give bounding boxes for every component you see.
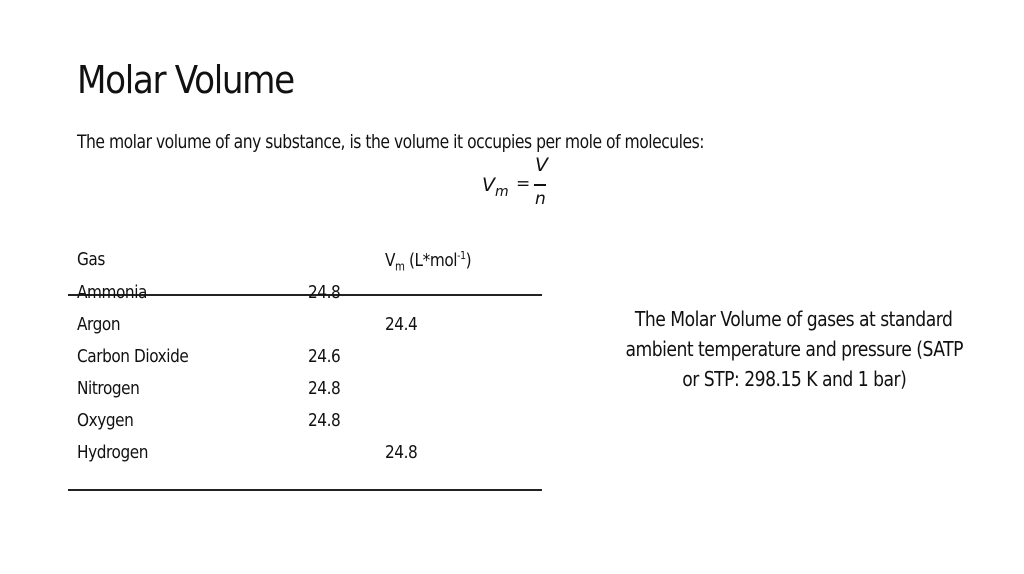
slide-title: Molar Volume [77, 58, 294, 102]
caption-line-2: ambient temperature and pressure (SATP [625, 337, 963, 361]
table-header-gas: Gas [77, 249, 105, 270]
header-vm-symbol: V [385, 250, 396, 271]
formula-equals: = [516, 174, 531, 194]
table-row-value: 24.4 [385, 314, 418, 335]
formula-denominator: n [535, 189, 546, 209]
caption-line-1: The Molar Volume of gases at standard [635, 307, 953, 331]
table-row-value: 24.8 [308, 282, 341, 303]
table-row-gas: Ammonia [77, 282, 147, 303]
table-row-gas: Carbon Dioxide [77, 346, 189, 367]
table-caption [596, 304, 992, 394]
header-vm-unit: (L*mol [404, 250, 458, 271]
table-row-gas: Nitrogen [77, 378, 140, 399]
table-row-value: 24.8 [385, 442, 418, 463]
formula-lhs-subscript: m [495, 183, 509, 200]
table-row-gas: Hydrogen [77, 442, 149, 463]
table-header-vm [385, 249, 471, 274]
table-row-value: 24.8 [308, 378, 341, 399]
formula-lhs-symbol: V [482, 174, 495, 196]
table-row-gas: Oxygen [77, 410, 134, 431]
header-vm-subscript: m [395, 259, 405, 274]
table-row-value: 24.6 [308, 346, 341, 367]
table-row-value: 24.8 [308, 410, 341, 431]
intro-text: The molar volume of any substance, is the volume it occupies per mole of molecules: [77, 131, 704, 153]
table-row-gas: Argon [77, 314, 121, 335]
header-vm-exponent: -1 [457, 249, 466, 262]
header-vm-unit-close: ) [465, 250, 472, 271]
table-bottom-border [68, 489, 542, 491]
formula-numerator: V [535, 154, 548, 176]
caption-line-3: or STP: 298.15 K and 1 bar) [681, 367, 907, 391]
